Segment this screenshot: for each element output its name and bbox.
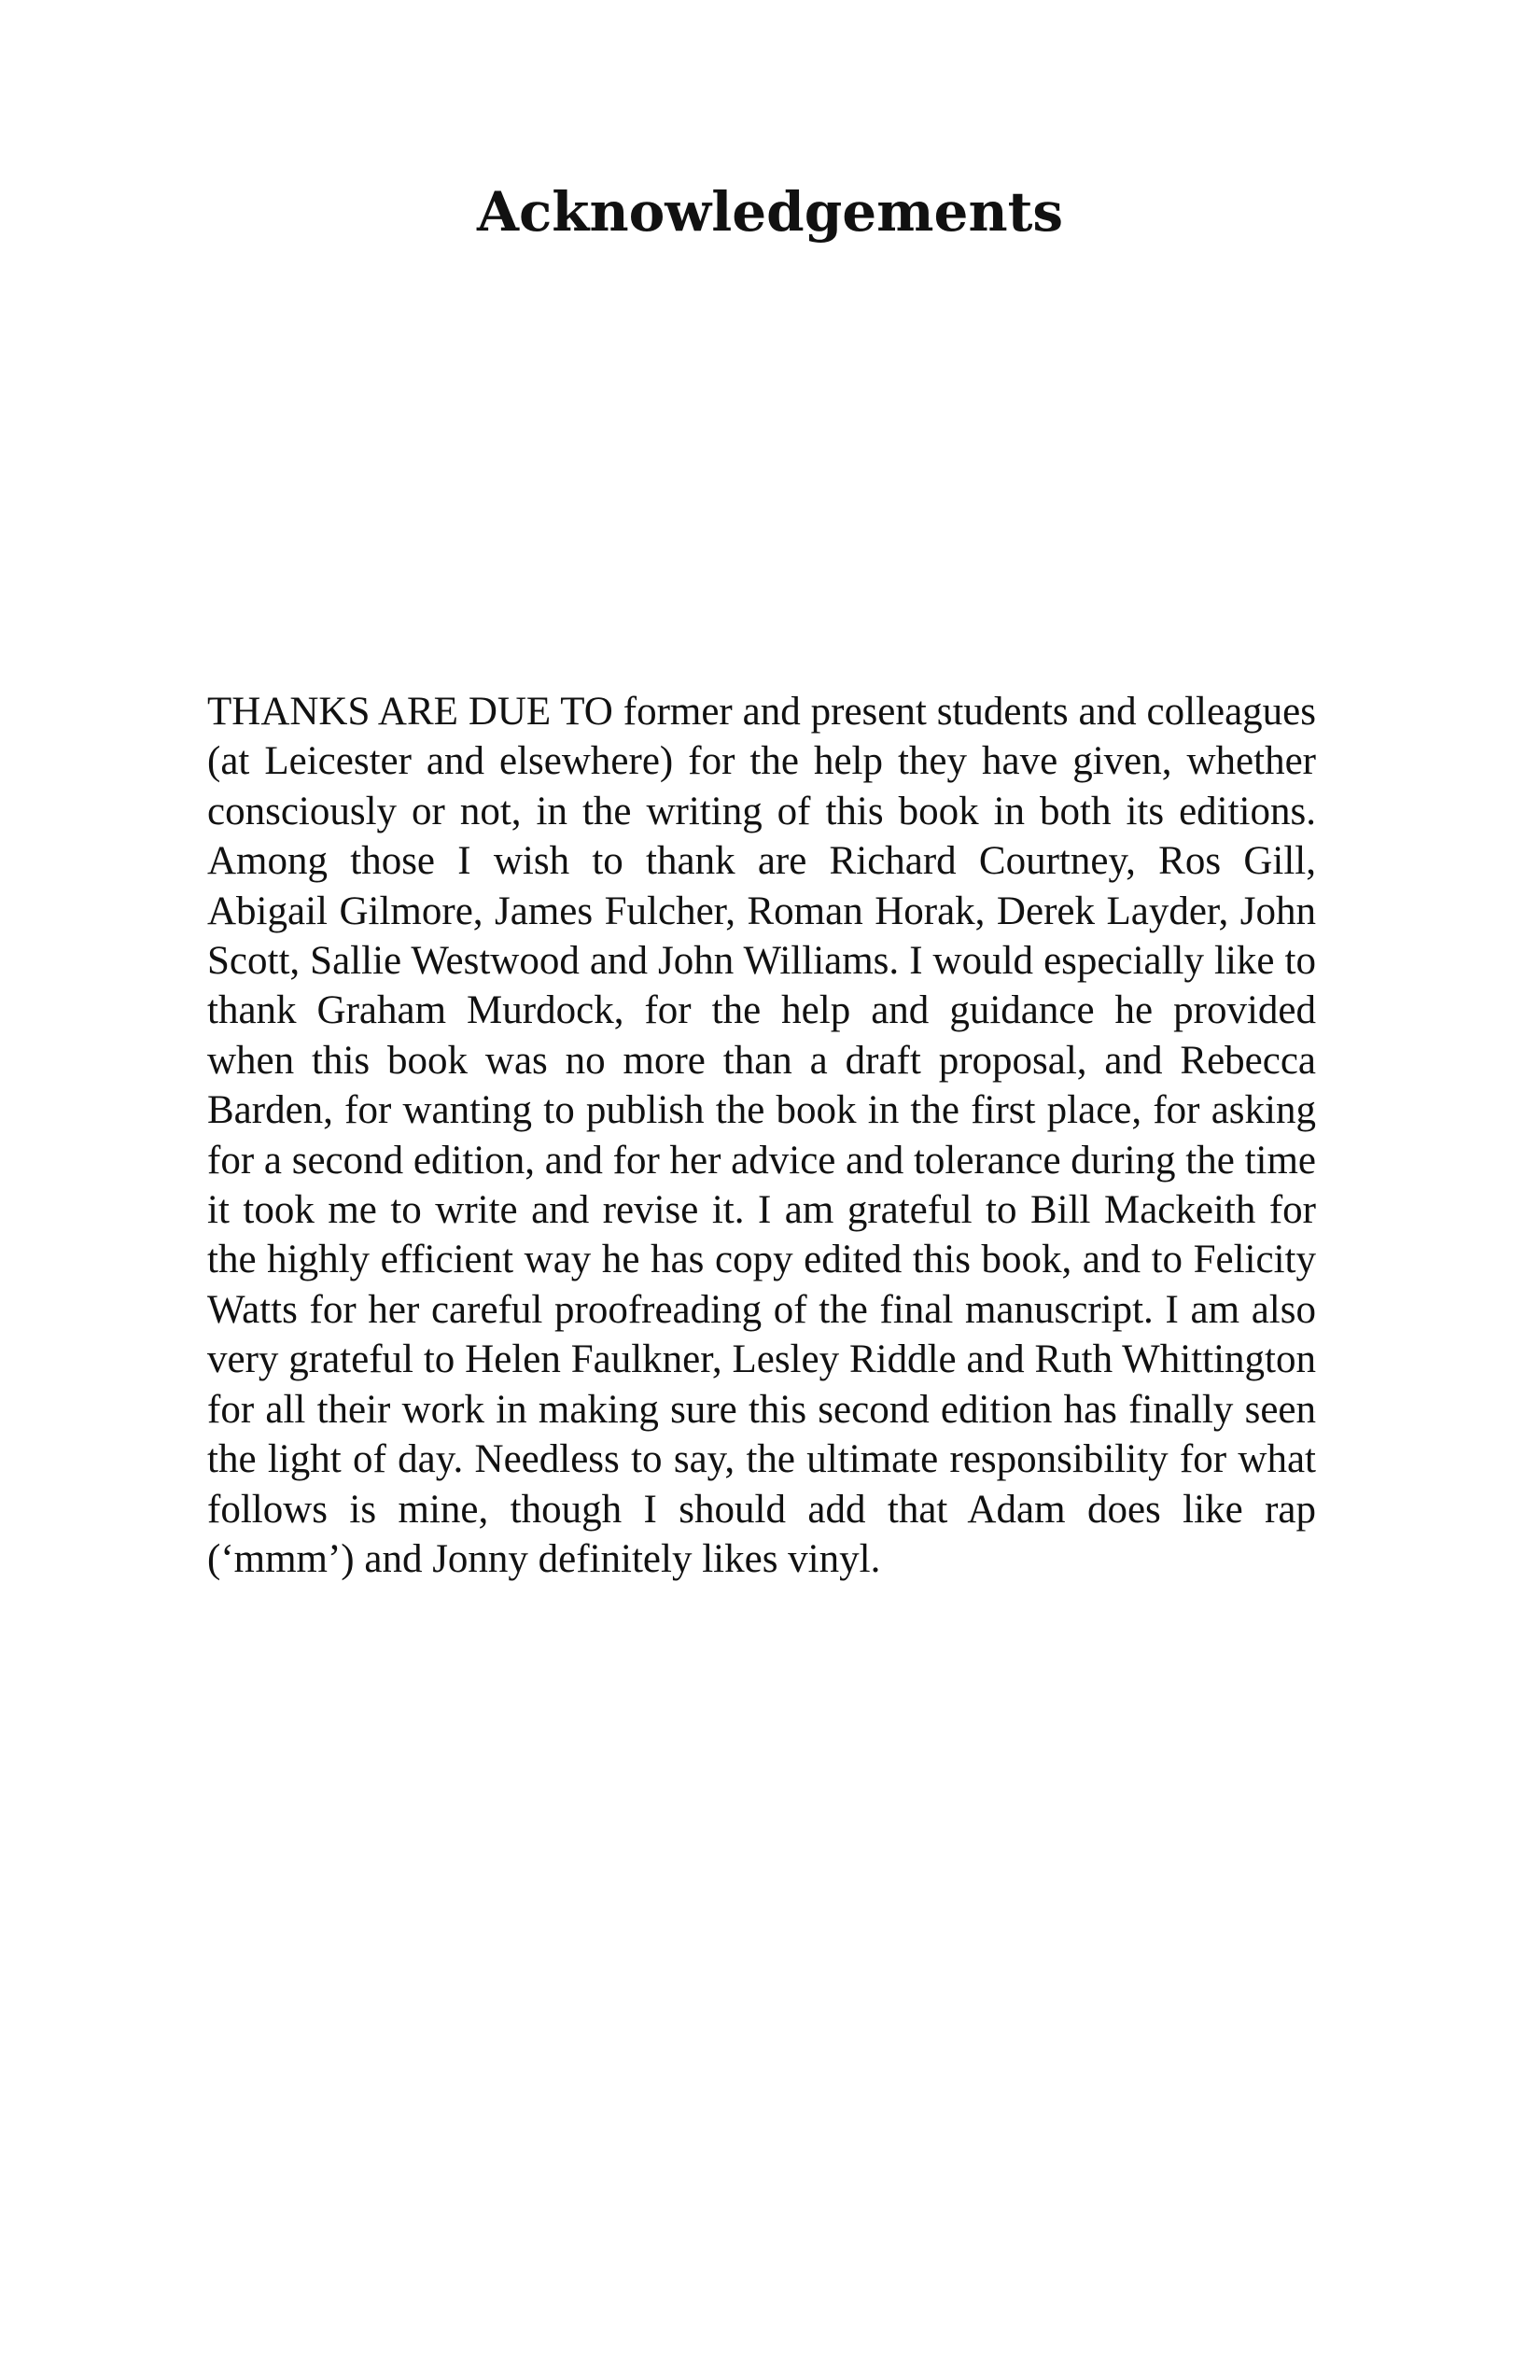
acknowledgements-paragraph xyxy=(207,687,1316,1584)
paragraph-text: former and present students and colleagues (at Leicester and elsewhere) for the help they have given, whether consciously or not, in the writing of this book in both its editions. Among those I wish to thank are Richard Courtney, Ros Gill, Abigail Gilmore, James Fulcher, Roman Horak, Derek Layder, John Scott, Sallie Westwood and John Williams. I would especially like to thank Graham Murdock, for the help and guidance he provided when this book was no more than a draft proposal, and Rebecca Barden, for wanting to publish the book in the first place, for asking for a second edition, and for her advice and tolerance during the time it took me to write and revise it. I am grateful to Bill Mackeith for the highly efficient way he has copy edited this book, and to Felicity Watts for her careful proofreading of the final manuscript. I am also very grateful to Helen Faulkner, Lesley Riddle and Ruth Whittington for all their work in making sure this second edition has finally seen the light of day. Needless to say, the ultimate responsibility for what follows is mine, though I should add that Adam does like rap (‘mmm’) and Jonny definitely likes vinyl. xyxy=(207,690,1317,1581)
page-title: Acknowledgements xyxy=(476,180,1064,244)
paragraph-lead-in: THANKS ARE DUE TO xyxy=(207,690,613,734)
